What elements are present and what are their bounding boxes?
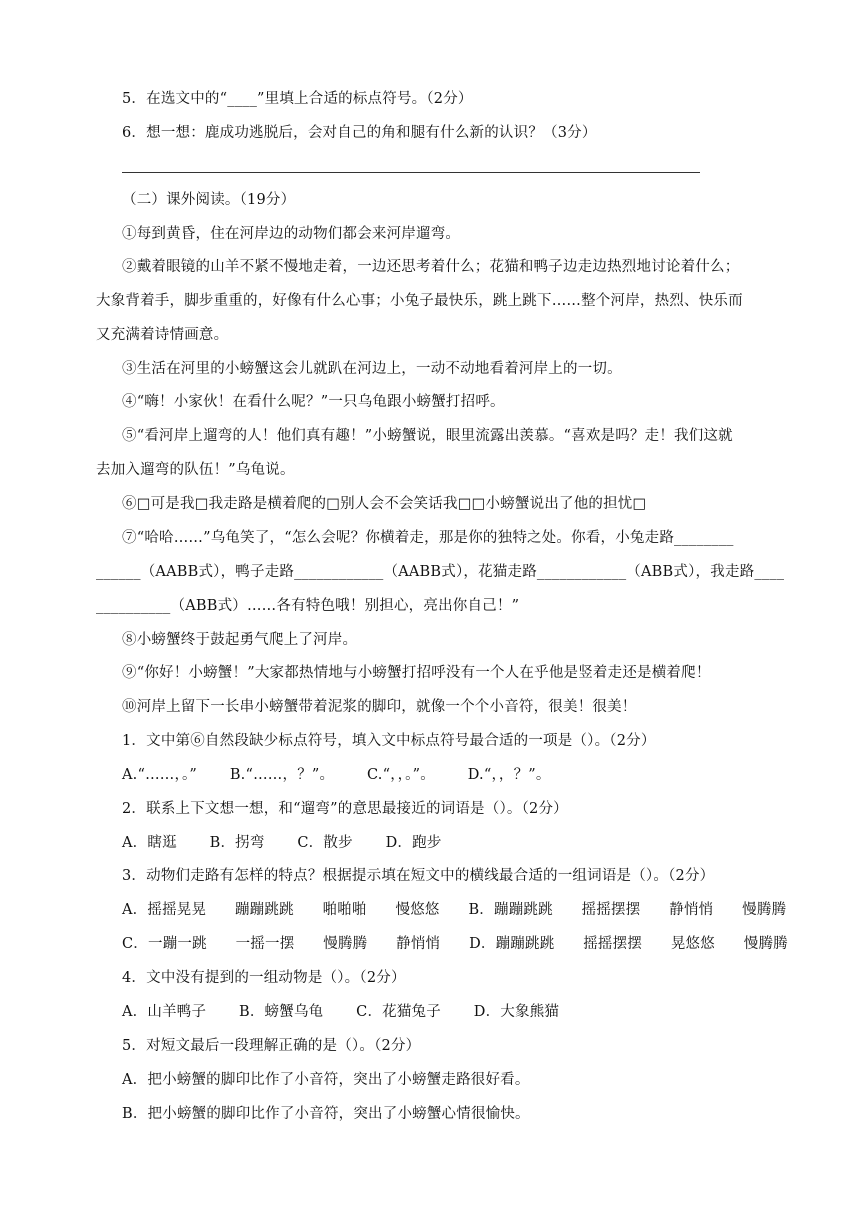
section-heading-extracurricular: （二）课外阅读。（19分） [122, 192, 296, 208]
option-b: B．蹦蹦跳跳 [468, 902, 553, 918]
paragraph-5-line-2: 去加入遛弯的队伍！”乌龟说。 [96, 462, 295, 478]
paragraph-7-line-1: ⑦“哈哈……”乌龟笑了，“怎么会呢？你横着走，那是你的独特之处。你看，小兔走路________ [122, 530, 734, 546]
paragraph-7-line-3: __________（ABB式）……各有特色哦！别担心，亮出你自己！” [96, 598, 520, 614]
option-a: A．瞎逛 [122, 835, 177, 851]
option-d: D.“，，？”。 [467, 767, 551, 783]
option-word: 静悄悄 [396, 936, 441, 952]
option-word: 一摇一摆 [235, 936, 295, 952]
option-c: C．花猫兔子 [356, 1004, 441, 1020]
option-d: D．蹦蹦跳跳 [469, 936, 555, 952]
paragraph-10: ⑩河岸上留下一长串小螃蟹带着泥浆的脚印，就像一个个小音符，很美！很美！ [122, 699, 637, 715]
option-c: C．一蹦一跳 [122, 936, 207, 952]
option-d: D．跑步 [385, 835, 442, 851]
option-a: A．摇摇晃晃 [122, 902, 207, 918]
option-c: C．散步 [297, 835, 353, 851]
option-word: 慢腾腾 [742, 902, 787, 918]
question-1-options [122, 765, 792, 785]
question-1: 1．文中第⑥自然段缺少标点符号，填入文中标点符号最合适的一项是（）。（2分） [122, 733, 656, 749]
paragraph-6: ⑥□可是我□我走路是横着爬的□别人会不会笑话我□□小螃蟹说出了他的担忧□ [122, 496, 647, 512]
paragraph-3: ③生活在河里的小螃蟹这会儿就趴在河边上，一动不动地看着河岸上的一切。 [122, 361, 622, 377]
question-4-options [122, 1002, 792, 1022]
paragraph-8: ⑧小螃蟹终于鼓起勇气爬上了河岸。 [122, 632, 358, 648]
option-b: B．螃蟹乌龟 [238, 1004, 324, 1020]
option-b: B.“……，？”。 [229, 767, 335, 783]
option-word: 静悄悄 [669, 902, 714, 918]
option-word: 啪啪啪 [322, 902, 367, 918]
option-a: A．山羊鸭子 [122, 1004, 207, 1020]
question-5: 5．对短文最后一段理解正确的是（）。（2分） [122, 1038, 421, 1054]
question-2: 2．联系上下文想一想，和“遛弯”的意思最接近的词语是（）。（2分） [122, 801, 568, 817]
question-3-options-cd [122, 934, 792, 954]
question-5-punctuation: 5．在选文中的“____”里填上合适的标点符号。（2分） [122, 91, 473, 107]
question-4: 4．文中没有提到的一组动物是（）。（2分） [122, 970, 406, 986]
answer-line [122, 172, 700, 173]
question-3: 3．动物们走路有怎样的特点？根据提示填在短文中的横线最合适的一组词语是（）。（2分） [122, 868, 715, 884]
option-b: B．拐弯 [209, 835, 265, 851]
option-word: 摇摇摆摆 [583, 936, 643, 952]
paragraph-1: ①每到黄昏，住在河岸边的动物们都会来河岸遛弯。 [122, 226, 461, 242]
paragraph-2-line-2: 大象背着手，脚步重重的，好像有什么心事；小兔子最快乐，跳上跳下……整个河岸，热烈、快乐而 [96, 293, 743, 309]
paragraph-7-line-2: ______（AABB式），鸭子走路____________（AABB式），花猫走路____________（ABB式），我走路____ [96, 564, 785, 580]
option-word: 慢悠悠 [395, 902, 440, 918]
option-word: 蹦蹦跳跳 [234, 902, 294, 918]
option-a: A.“……，。” [122, 767, 198, 783]
question-5-option-a: A．把小螃蟹的脚印比作了小音符，突出了小螃蟹走路很好看。 [122, 1072, 530, 1088]
option-word: 晃悠悠 [670, 936, 715, 952]
option-word: 摇摇摆摆 [581, 902, 641, 918]
option-word: 慢腾腾 [743, 936, 788, 952]
option-d: D．大象熊猫 [473, 1004, 560, 1020]
paragraph-9: ⑨“你好！小螃蟹！”大家都热情地与小螃蟹打招呼没有一个人在乎他是竖着走还是横着爬！ [122, 665, 711, 681]
paragraph-5-line-1: ⑤“看河岸上遛弯的人！他们真有趣！”小螃蟹说，眼里流露出羡慕。“喜欢是吗？走！我们这就 [122, 428, 733, 444]
paragraph-2-line-1: ②戴着眼镜的山羊不紧不慢地走着，一边还思考着什么；花猫和鸭子边走边热烈地讨论着什么； [122, 259, 740, 275]
question-2-options [122, 833, 792, 853]
option-c: C.“，，。”。 [367, 767, 435, 783]
option-word: 慢腾腾 [323, 936, 368, 952]
paragraph-2-line-3: 又充满着诗情画意。 [96, 327, 229, 343]
question-5-option-b: B．把小螃蟹的脚印比作了小音符，突出了小螃蟹心情很愉快。 [122, 1106, 530, 1122]
question-6-reflection: 6．想一想：鹿成功逃脱后，会对自己的角和腿有什么新的认识？（3分） [122, 125, 597, 141]
question-3-options-ab [122, 900, 792, 920]
paragraph-4: ④“嗨！小家伙！在看什么呢？”一只乌龟跟小螃蟹打招呼。 [122, 394, 505, 410]
